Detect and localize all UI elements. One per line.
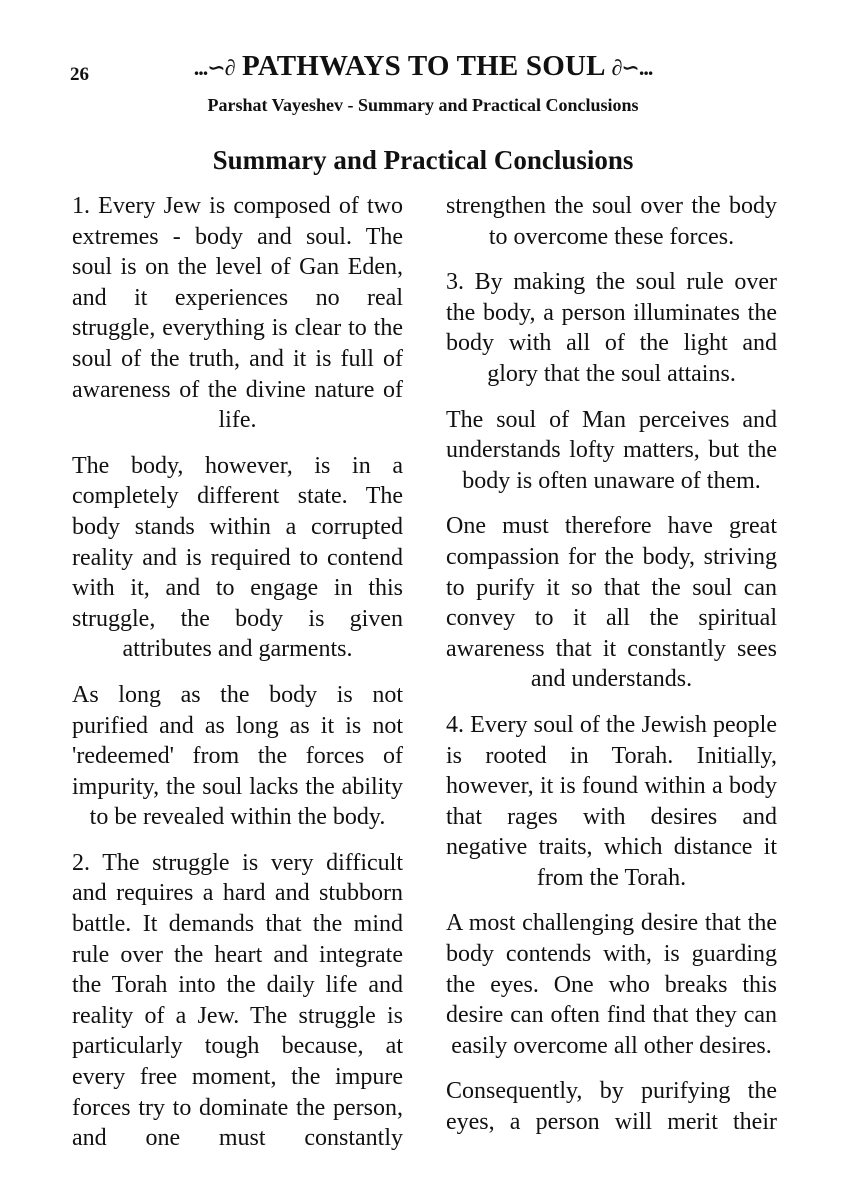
paragraph: A most challenging desire that the body contends with, is guarding the eyes. One who breaks this desire can often find that they can easily overcome all other desires. — [446, 910, 777, 1059]
paragraph: 2. The struggle is very difficult and requires a hard and stubborn battle. It demands that the mind rule over the heart and integrate the Torah into the daily life and reality of a Jew. The struggle is particularly tough because, at every free moment, the impure forces try to dominate the person, and one must constantly — [72, 849, 403, 1152]
paragraph: 4. Every soul of the Jewish people is rooted in Torah. Initially, however, it is found within a body that rages with desires and negative traits, which distance it from the Torah. — [446, 711, 777, 891]
paragraph: The soul of Man perceives and understands lofty matters, but the body is often unaware of them. — [446, 406, 777, 494]
right-column — [446, 191, 777, 1153]
page-heading: Summary and Practical Conclusions — [212, 145, 634, 175]
left-ornament-icon: ...∽∂ — [193, 55, 235, 80]
page-number: 26 — [70, 64, 89, 85]
paragraph: As long as the body is not purified and as long as it is not 'redeemed' from the forces of impurity, the soul lacks the ability to be revealed within the body. — [72, 681, 403, 831]
book-title: PATHWAYS TO THE SOUL — [241, 50, 605, 82]
paragraph: The body, however, is in a completely different state. The body stands within a corrupted reality and is required to contend with it, and to engage in this struggle, the body is given attributes and garments. — [72, 452, 403, 663]
running-title — [0, 50, 846, 83]
paragraph: One must therefore have great compassion for the body, striving to purify it so that the soul can convey to it all the spiritual awareness that it constantly sees and understands. — [446, 513, 777, 693]
paragraph: 3. By making the soul rule over the body, a person illuminates the body with all of the light and glory that the soul attains. — [446, 269, 777, 387]
paragraph: strengthen the soul over the body to overcome these forces. — [446, 193, 777, 250]
paragraph: Consequently, by purifying the eyes, a person will merit their — [446, 1078, 777, 1136]
left-column — [72, 191, 403, 1169]
paragraph: 1. Every Jew is composed of two extremes - body and soul. The soul is on the level of Gan Eden, and it experiences no real struggle, everything is clear to the soul of the truth, and it is full of awareness of the divine nature of life. — [72, 193, 403, 434]
page-header — [0, 48, 846, 92]
right-ornament-icon: ∂∽... — [611, 55, 653, 80]
section-subtitle: Parshat Vayeshev - Summary and Practical Conclusions — [207, 95, 639, 115]
